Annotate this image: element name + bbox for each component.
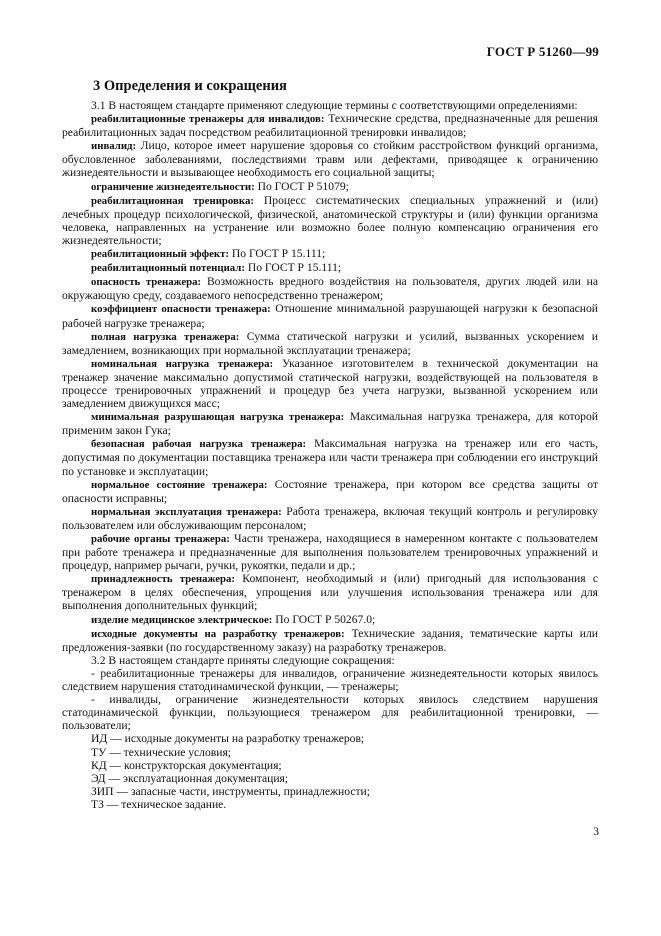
- term-definition: [62, 330, 598, 357]
- term-name: изделие медицинское электрическое:: [91, 613, 273, 626]
- term-text: Отношение минимальной разрушающей нагрузки к безопасной рабочей нагрузке тренажера;: [62, 302, 598, 330]
- term-text: Указанное изготовителем в технической документации на тренажер значение максимально допустимой статической нагрузки, воздействующей на пользователя в процессе тренировочных упражнений и процедур без учета нагрузки, вызванной ускорением или замедлением движущихся масс;: [62, 356, 598, 411]
- term-name: безопасная рабочая нагрузка тренажера:: [91, 438, 307, 451]
- term-definition: [62, 302, 598, 329]
- abbreviation-item: ТЗ — техническое задание.: [91, 797, 227, 811]
- abbreviations-list: [62, 732, 598, 811]
- section-title: 3 Определения и сокращения: [93, 78, 287, 94]
- term-definition: [62, 112, 598, 139]
- standard-header: ГОСТ Р 51260—99: [486, 44, 599, 59]
- term-text: Технические средства, предназначенные для решения реабилитационных задач посредством реабилитационной тренировки инвалидов;: [62, 112, 598, 140]
- term-name: номинальная нагрузка тренажера:: [91, 357, 274, 370]
- term-definition: [62, 627, 598, 654]
- term-name: минимальная разрушающая нагрузка тренажера:: [91, 411, 345, 424]
- term-text: Работа тренажера, включая текущий контроль и регулировку пользователем или обслуживающим персоналом;: [62, 504, 598, 532]
- term-name: реабилитационный эффект:: [91, 248, 230, 261]
- term-name: полная нагрузка тренажера:: [91, 330, 240, 343]
- definitions-intro: 3.1 В настоящем стандарте применяют следующие термины с соответствующими определениями:: [91, 99, 578, 112]
- term-name: принадлежность тренажера:: [91, 573, 236, 586]
- term-text: По ГОСТ Р 51079;: [254, 179, 349, 193]
- document-body: [62, 99, 598, 811]
- term-text: Сумма статической нагрузки и усилий, вызванных ускорением и замедлением, возникающих при нормальной эксплуатации тренажера;: [62, 329, 598, 357]
- term-definition: [62, 478, 598, 505]
- term-definition: [62, 505, 598, 532]
- term-definition: [62, 247, 598, 261]
- term-definition: [62, 194, 598, 247]
- term-name: реабилитационные тренажеры для инвалидов:: [91, 113, 325, 126]
- term-definition: [62, 437, 598, 477]
- term-text: Процесс систематических специальных упражнений и (или) лечебных процедур психологической, физической, анатомической структуры и (или) функции организма человека, направленных на устранение или возможно более полную компенсацию ограничения его жизнедеятельности;: [62, 193, 598, 247]
- term-text: Компонент, необходимый и (или) пригодный для использования с тренажером в целях обеспечения, упрощения или улучшения использования тренажера или для выполнения дополнительных функций;: [62, 572, 598, 613]
- term-name: реабилитационный потенциал:: [91, 262, 245, 275]
- term-definition: [62, 532, 598, 572]
- term-definition: [62, 275, 598, 302]
- term-definition: [62, 357, 598, 410]
- term-text: Части тренажера, находящиеся в намеренном контакте с пользователем при работе тренажера и предназначенные для выполнения пользователем тренировочных упражнений и процедур, например рычаги, ручки, рукоятки, педали и др.;: [62, 532, 599, 573]
- term-name: ограничение жизнедеятельности:: [91, 180, 255, 193]
- abbreviation-note: - реабилитационные тренажеры для инвалидов, ограничение жизнедеятельности которых явилось следствием нарушения статодинамической функции, — тренажеры;: [62, 666, 598, 694]
- term-definition: [62, 180, 598, 194]
- term-text: Максимальная нагрузка на тренажер или его часть, допустимая по документации поставщика тренажера или части тренажера при соблюдении его инструкций по установке и эксплуатации;: [62, 437, 598, 478]
- abbreviations-intro: 3.2 В настоящем стандарте приняты следующие сокращения:: [91, 653, 395, 667]
- term-text: Максимальная нагрузка тренажера, для которой применим закон Гука;: [62, 410, 598, 438]
- abbreviation-item: ИД — исходные документы на разработку тренажеров;: [91, 732, 365, 746]
- term-definition: [62, 261, 598, 275]
- term-text: По ГОСТ Р 50267.0;: [272, 612, 376, 626]
- term-name: рабочие органы тренажера:: [91, 533, 230, 545]
- term-name: исходные документы на разработку тренажеров:: [91, 627, 345, 640]
- term-name: нормальное состояние тренажера:: [91, 478, 268, 491]
- term-name: инвалид:: [91, 140, 137, 153]
- term-definition: [62, 139, 598, 179]
- term-text: Лицо, которое имеет нарушение здоровья со стойким расстройством функций организма, обусловленное заболеваниями, последствиями травм или дефектами, приводящее к ограничению жизнедеятельности и вызывающее необходимость его социальной защиты;: [62, 139, 598, 180]
- page-number: 3: [593, 826, 599, 838]
- term-name: нормальная эксплуатация тренажера:: [91, 505, 282, 518]
- abbreviation-item: ЗИП — запасные части, инструменты, принадлежности;: [91, 784, 370, 798]
- term-definition: [62, 410, 598, 437]
- term-text: Возможность вредного воздействия на пользователя, других людей или на окружающую среду, создаваемого непосредственно тренажером;: [62, 275, 598, 303]
- abbreviation-item: КД — конструкторская документация;: [91, 758, 282, 772]
- terms-list: [62, 112, 598, 654]
- term-text: По ГОСТ Р 15.111;: [229, 247, 326, 261]
- term-text: Состояние тренажера, при котором все средства защиты от опасности исправны;: [62, 477, 598, 505]
- term-text: По ГОСТ Р 15.111;: [244, 261, 342, 275]
- term-name: опасность тренажера:: [91, 276, 202, 289]
- abbreviation-note: - инвалиды, ограничение жизнедеятельности которых явилось следствием нарушения статодинамической функции, пользующиеся тренажером для реабилитационной тренировки, — пользователи;: [62, 693, 598, 733]
- term-name: коэффициент опасности тренажера:: [91, 303, 271, 316]
- term-name: реабилитационная тренировка:: [91, 194, 254, 207]
- term-definition: [62, 572, 598, 612]
- term-text: Технические задания, тематические карты или предложения-заявки (по государственному заказу) на разработку тренажеров.: [62, 626, 598, 654]
- term-definition: [62, 613, 598, 627]
- abbreviation-item: ЭД — эксплуатационная документация;: [91, 771, 289, 785]
- abbreviation-item: ТУ — технические условия;: [91, 745, 231, 759]
- abbreviation-notes: [62, 667, 598, 732]
